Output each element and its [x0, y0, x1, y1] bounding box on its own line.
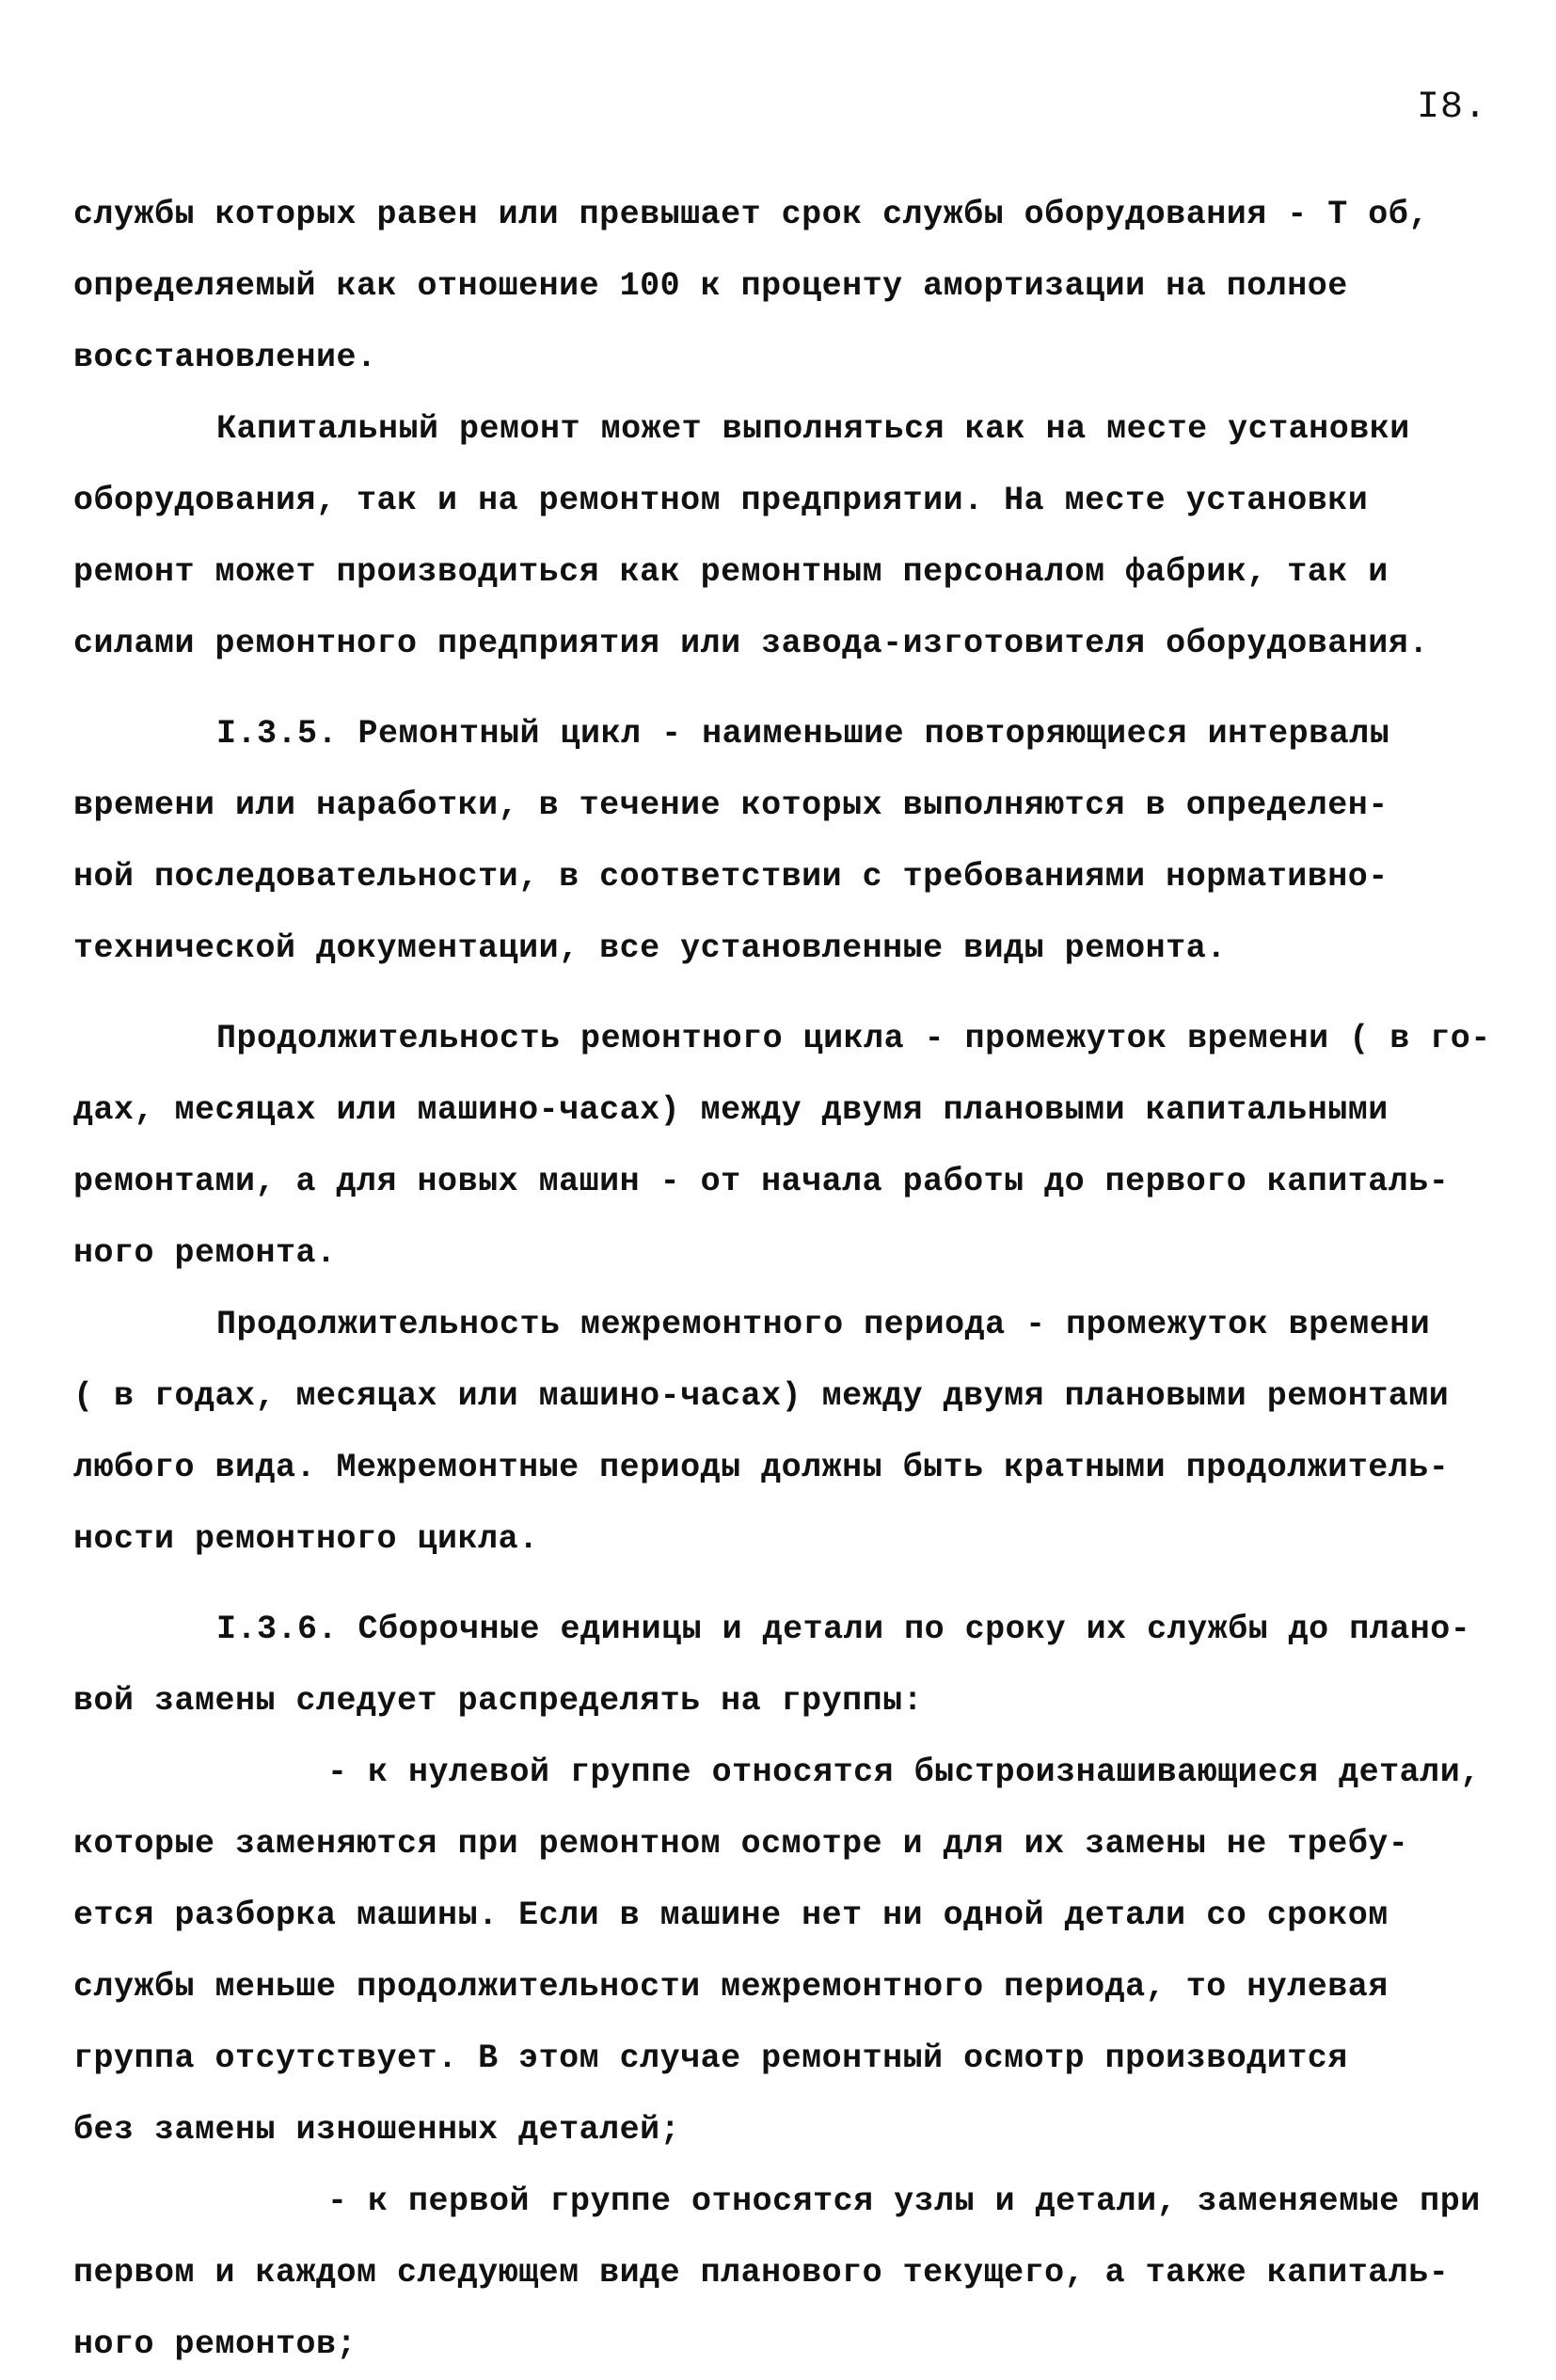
- text-line: которые заменяются при ремонтном осмотре и для их замены не требу-: [73, 1825, 1409, 1863]
- text-line: оборудования, так и на ремонтном предприятии. На месте установки: [73, 482, 1369, 519]
- paragraph: [73, 1737, 1494, 2166]
- paragraph-gap: [73, 679, 1494, 698]
- text-line: времени или наработки, в течение которых выполняются в определен-: [73, 786, 1389, 824]
- text-line: - к первой группе относятся узлы и детали, заменяемые при: [327, 2182, 1481, 2220]
- text-line: ного ремонтов;: [73, 2325, 357, 2363]
- text-line: - к нулевой группе относятся быстроизнашивающиеся детали,: [327, 1753, 1481, 1791]
- paragraph: [73, 698, 1494, 984]
- paragraph: [73, 1003, 1494, 1289]
- paragraph: [73, 393, 1494, 679]
- paragraph: [73, 1289, 1494, 1575]
- text-line: ного ремонта.: [73, 1234, 337, 1272]
- text-line: силами ремонтного предприятия или завода-изготовителя оборудования.: [73, 625, 1429, 662]
- text-line: ( в годах, месяцах или машино-часах) между двумя плановыми ремонтами: [73, 1377, 1450, 1415]
- text-line: Капитальный ремонт может выполняться как на месте установки: [216, 410, 1410, 448]
- paragraph-gap: [73, 1575, 1494, 1594]
- text-line: службы которых равен или превышает срок службы оборудования - Т об,: [73, 196, 1429, 233]
- text-line: технической документации, все установленные виды ремонта.: [73, 929, 1227, 967]
- text-line: группа отсутствует. В этом случае ремонтный осмотр производится: [73, 2039, 1348, 2077]
- paragraph: [73, 179, 1494, 393]
- text-line: I.3.5. Ремонтный цикл - наименьшие повторяющиеся интервалы: [216, 715, 1390, 753]
- text-line: ной последовательности, в соответствии с требованиями нормативно-: [73, 858, 1389, 896]
- text-line: ности ремонтного цикла.: [73, 1520, 539, 1558]
- document-body: [73, 179, 1494, 2380]
- paragraph: [73, 1594, 1494, 1737]
- text-line: дах, месяцах или машино-часах) между двумя плановыми капитальными: [73, 1091, 1389, 1129]
- text-line: любого вида. Межремонтные периоды должны быть кратными продолжитель-: [73, 1449, 1450, 1486]
- paragraph-gap: [73, 984, 1494, 1003]
- text-line: без замены изношенных деталей;: [73, 2111, 681, 2149]
- text-line: ремонтами, а для новых машин - от начала работы до первого капиталь-: [73, 1163, 1450, 1200]
- text-line: I.3.6. Сборочные единицы и детали по сроку их службы до плано-: [216, 1610, 1471, 1648]
- text-line: Продолжительность ремонтного цикла - промежуток времени ( в го-: [216, 1020, 1491, 1057]
- page-number: I8.: [1417, 87, 1488, 129]
- text-line: ется разборка машины. Если в машине нет ни одной детали со сроком: [73, 1896, 1389, 1934]
- text-line: первом и каждом следующем виде планового текущего, а также капиталь-: [73, 2254, 1450, 2292]
- text-line: ремонт может производиться как ремонтным персоналом фабрик, так и: [73, 553, 1389, 591]
- text-line: службы меньше продолжительности межремонтного периода, то нулевая: [73, 1968, 1389, 2006]
- text-line: вой замены следует распределять на группы:: [73, 1682, 924, 1720]
- text-line: Продолжительность межремонтного периода - промежуток времени: [216, 1306, 1431, 1343]
- text-line: определяемый как отношение 100 к проценту амортизации на полное: [73, 267, 1348, 305]
- text-line: восстановление.: [73, 339, 377, 376]
- paragraph: [73, 2166, 1494, 2380]
